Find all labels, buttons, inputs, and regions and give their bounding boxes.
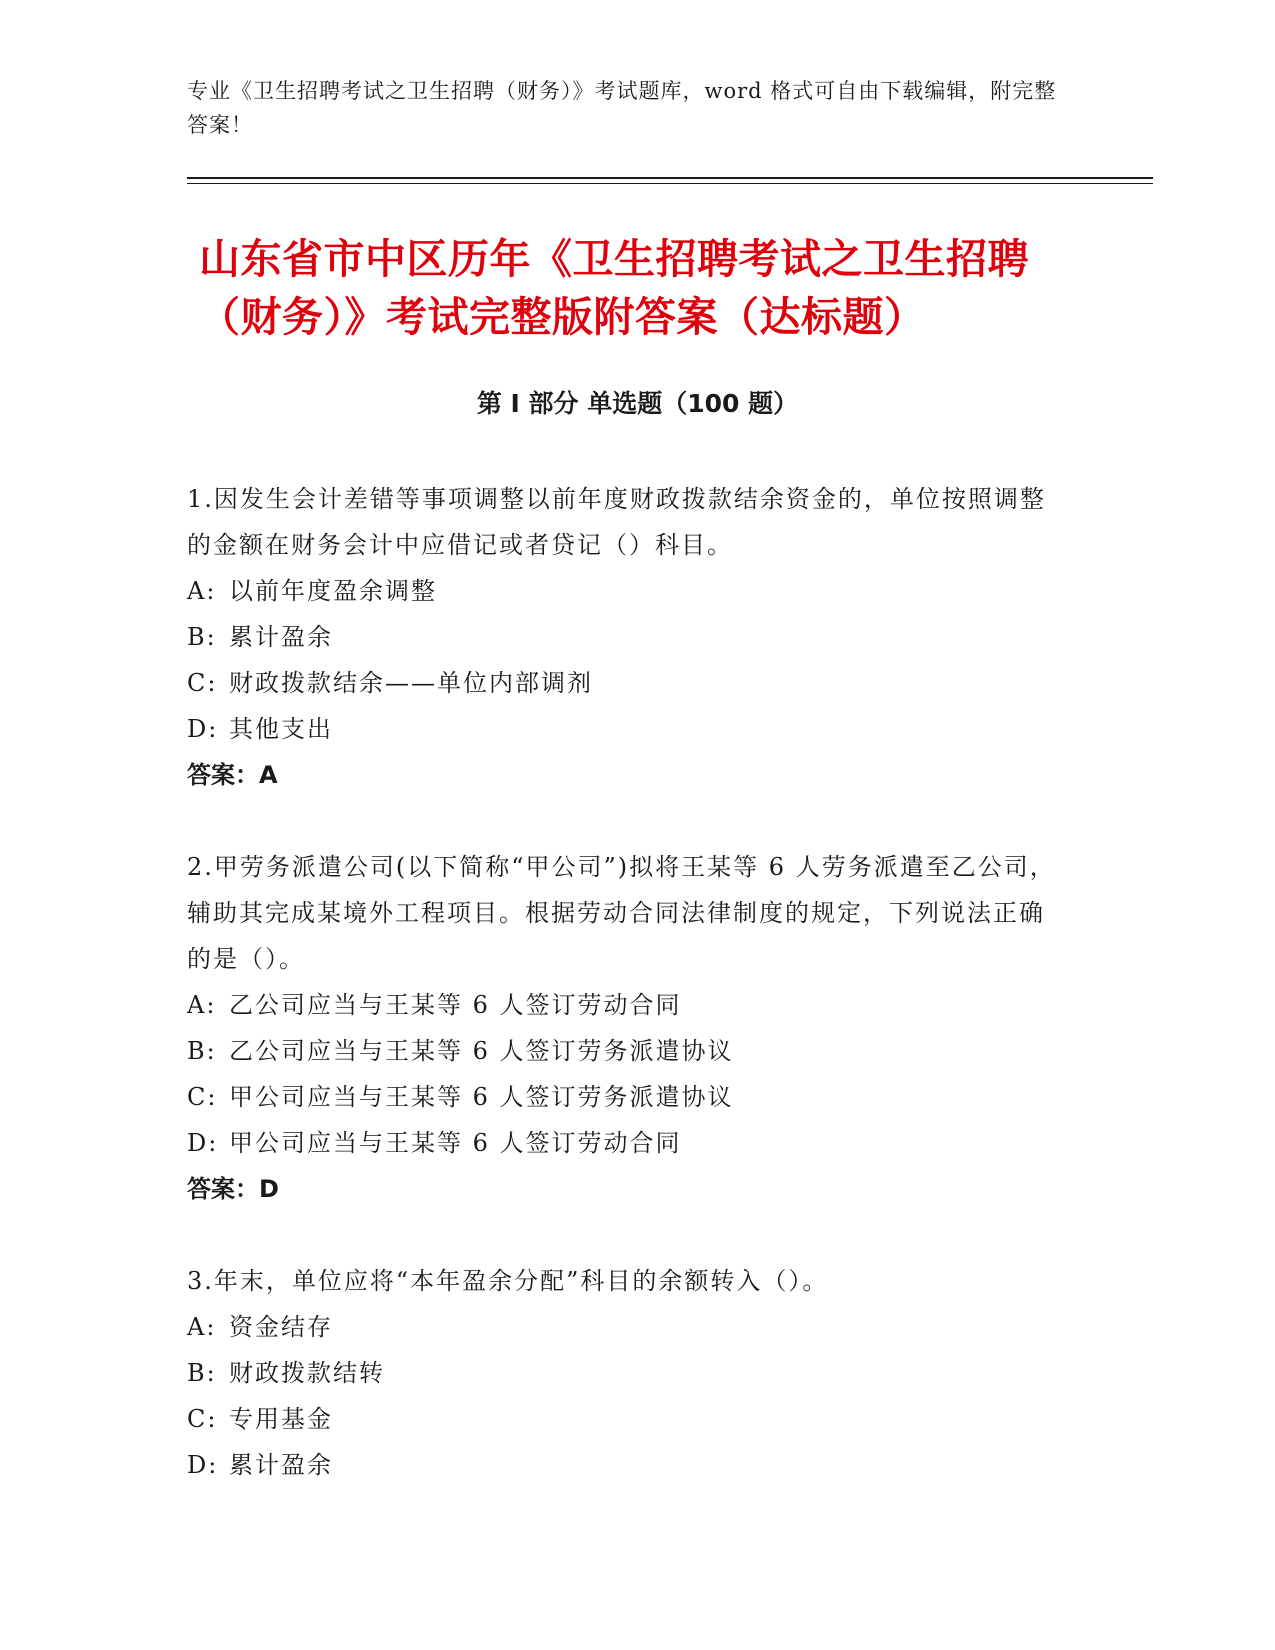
- option-text: 累计盈余: [229, 623, 333, 651]
- option-a: [187, 1304, 1067, 1350]
- option-label: B:: [187, 1037, 217, 1065]
- option-label: A:: [187, 991, 217, 1019]
- option-label: D:: [187, 715, 219, 743]
- option-text: 专用基金: [229, 1405, 333, 1433]
- option-text: 累计盈余: [229, 1451, 333, 1479]
- option-text: 乙公司应当与王某等 6 人签订劳动合同: [229, 991, 682, 1019]
- option-label: A:: [187, 577, 217, 605]
- option-text: 财政拨款结余——单位内部调剂: [229, 669, 593, 697]
- question-3: [187, 1258, 1067, 1488]
- option-label: B:: [187, 1359, 217, 1387]
- option-label: C:: [187, 1083, 218, 1111]
- section-title: 第 I 部分 单选题（100 题）: [476, 389, 799, 418]
- question-stem: 3.年末，单位应将“本年盈余分配”科目的余额转入（）。: [187, 1267, 829, 1295]
- option-b: [187, 1028, 1067, 1074]
- question-list: [187, 476, 1067, 1534]
- option-d: [187, 1442, 1067, 1488]
- option-b: [187, 614, 1067, 660]
- option-label: B:: [187, 623, 217, 651]
- document-title: 山东省市中区历年《卫生招聘考试之卫生招聘（财务）》考试完整版附答案（达标题）: [199, 235, 1029, 341]
- question-2: [187, 844, 1067, 1212]
- option-c: [187, 1074, 1067, 1120]
- option-text: 甲公司应当与王某等 6 人签订劳动合同: [229, 1129, 682, 1157]
- option-label: D:: [187, 1129, 219, 1157]
- question-1: [187, 476, 1067, 798]
- option-label: C:: [187, 669, 218, 697]
- question-stem: 1.因发生会计差错等事项调整以前年度财政拨款结余资金的，单位按照调整的金额在财务会计中应借记或者贷记（）科目。: [187, 485, 1046, 559]
- header-rule-thick: [187, 177, 1153, 179]
- option-d: [187, 706, 1067, 752]
- option-text: 乙公司应当与王某等 6 人签订劳务派遣协议: [229, 1037, 734, 1065]
- option-c: [187, 1396, 1067, 1442]
- header-rule-thin: [187, 183, 1153, 184]
- answer: 答案：A: [187, 761, 278, 789]
- option-d: [187, 1120, 1067, 1166]
- option-c: [187, 660, 1067, 706]
- option-label: A:: [187, 1313, 217, 1341]
- option-text: 财政拨款结转: [229, 1359, 385, 1387]
- option-a: [187, 568, 1067, 614]
- option-text: 其他支出: [229, 715, 333, 743]
- option-label: C:: [187, 1405, 218, 1433]
- option-text: 以前年度盈余调整: [229, 577, 437, 605]
- option-text: 甲公司应当与王某等 6 人签订劳务派遣协议: [229, 1083, 734, 1111]
- header-note: 专业《卫生招聘考试之卫生招聘（财务）》考试题库，word 格式可自由下载编辑，附完整答案！: [187, 79, 1057, 137]
- option-b: [187, 1350, 1067, 1396]
- question-stem: 2.甲劳务派遣公司(以下简称“甲公司”)拟将王某等 6 人劳务派遣至乙公司，辅助其完成某境外工程项目。根据劳动合同法律制度的规定，下列说法正确的是（）。: [187, 853, 1056, 973]
- answer: 答案：D: [187, 1175, 279, 1203]
- option-label: D:: [187, 1451, 219, 1479]
- option-text: 资金结存: [229, 1313, 333, 1341]
- option-a: [187, 982, 1067, 1028]
